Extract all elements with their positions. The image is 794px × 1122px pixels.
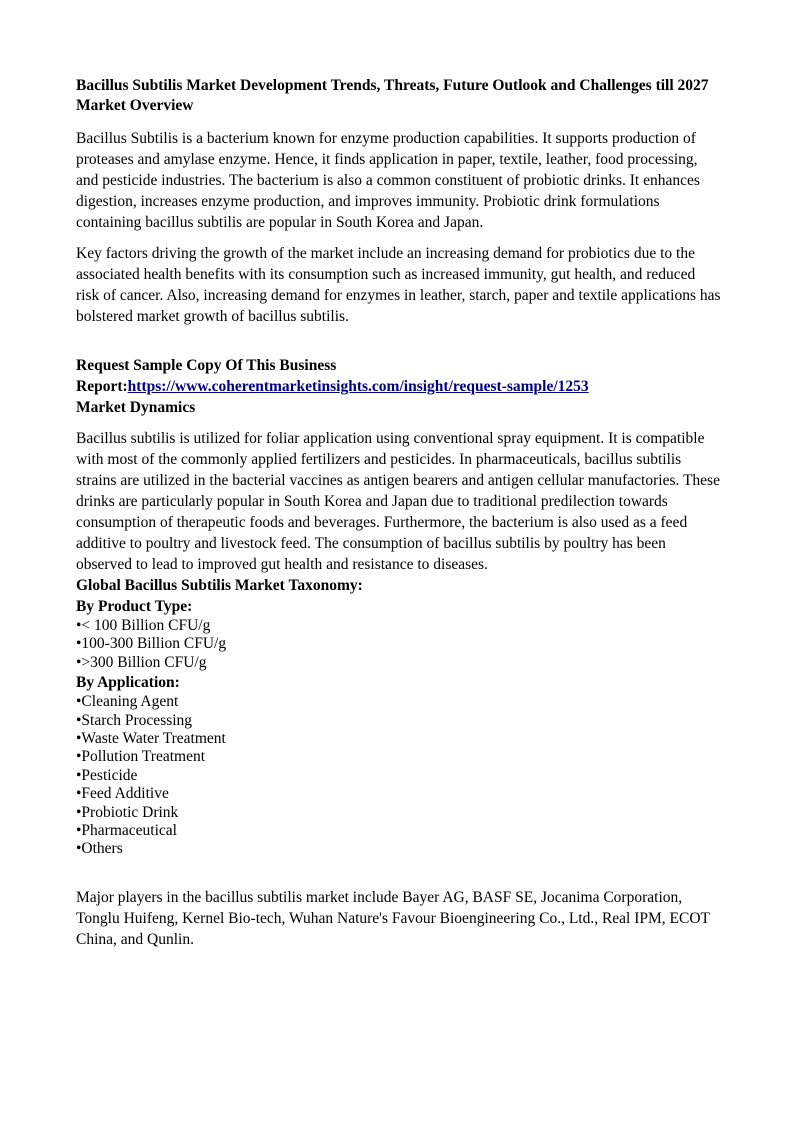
application-heading: By Application: (76, 674, 180, 692)
application-list (76, 693, 721, 859)
list-item: •100-300 Billion CFU/g (76, 635, 227, 653)
product-type-list (76, 617, 721, 672)
list-item: •Feed Additive (76, 785, 169, 803)
list-item: •Starch Processing (76, 711, 193, 729)
document-title: Bacillus Subtilis Market Development Trends, Threats, Future Outlook and Challenges till 2027 (76, 77, 709, 94)
major-players-paragraph: Major players in the bacillus subtilis market include Bayer AG, BASF SE, Jocanima Corporation, Tonglu Huifeng, Kernel Bio-tech, Wuhan Nature's Favour Bioengineering Co., Ltd., Real IPM, ECOT China, and Qunlin. (76, 888, 710, 948)
overview-paragraph-1: Bacillus Subtilis is a bacterium known for enzyme production capabilities. It supports production of proteases and amylase enzyme. Hence, it finds application in paper, textile, leather, food processing, and pesticide industries. The bacterium is also a common constituent of probiotic drinks. It enhances digestion, increases enzyme production, and improves immunity. Probiotic drink formulations containing bacillus subtilis are popular in South Korea and Japan. (76, 130, 700, 231)
list-item: •< 100 Billion CFU/g (76, 617, 211, 634)
list-item: •Cleaning Agent (76, 693, 179, 711)
list-item: •>300 Billion CFU/g (76, 653, 207, 671)
market-dynamics-heading: Market Dynamics (76, 399, 196, 416)
report-prefix: Report: (76, 378, 128, 395)
taxonomy-heading: Global Bacillus Subtilis Market Taxonomy: (76, 577, 363, 594)
market-overview-heading: Market Overview (76, 97, 194, 114)
list-item: •Probiotic Drink (76, 803, 179, 821)
list-item: •Pesticide (76, 766, 138, 784)
list-item: •Pollution Treatment (76, 748, 206, 766)
request-sample-link-line (76, 376, 721, 397)
product-type-heading: By Product Type: (76, 598, 193, 615)
request-sample-block (76, 355, 721, 397)
dynamics-paragraph: Bacillus subtilis is utilized for foliar application using conventional spray equipment. It is compatible with most of the commonly applied fertilizers and pesticides. In pharmaceuticals, bacillus subtilis strains are utilized in the bacterial vaccines as antigen bearers and antigen cellular manufactories. These drinks are particularly popular in South Korea and Japan due to traditional predilection towards consumption of therapeutic foods and beverages. Furthermore, the bacterium is also used as a feed additive to poultry and livestock feed. The consumption of bacillus subtilis by poultry has been observed to lead to improved gut health and resistance to diseases. (76, 430, 720, 573)
document-page (76, 76, 721, 950)
request-sample-label: Request Sample Copy Of This Business (76, 357, 337, 374)
list-item: •Others (76, 840, 123, 858)
request-sample-link[interactable]: https://www.coherentmarketinsights.com/insight/request-sample/1253 (127, 378, 589, 395)
overview-paragraph-2: Key factors driving the growth of the market include an increasing demand for probiotics due to the associated health benefits with its consumption such as increased immunity, gut health, and reduced risk of cancer. Also, increasing demand for enzymes in leather, starch, paper and textile applications has bolstered market growth of bacillus subtilis. (76, 245, 721, 325)
list-item: •Waste Water Treatment (76, 730, 226, 748)
list-item: •Pharmaceutical (76, 822, 177, 840)
